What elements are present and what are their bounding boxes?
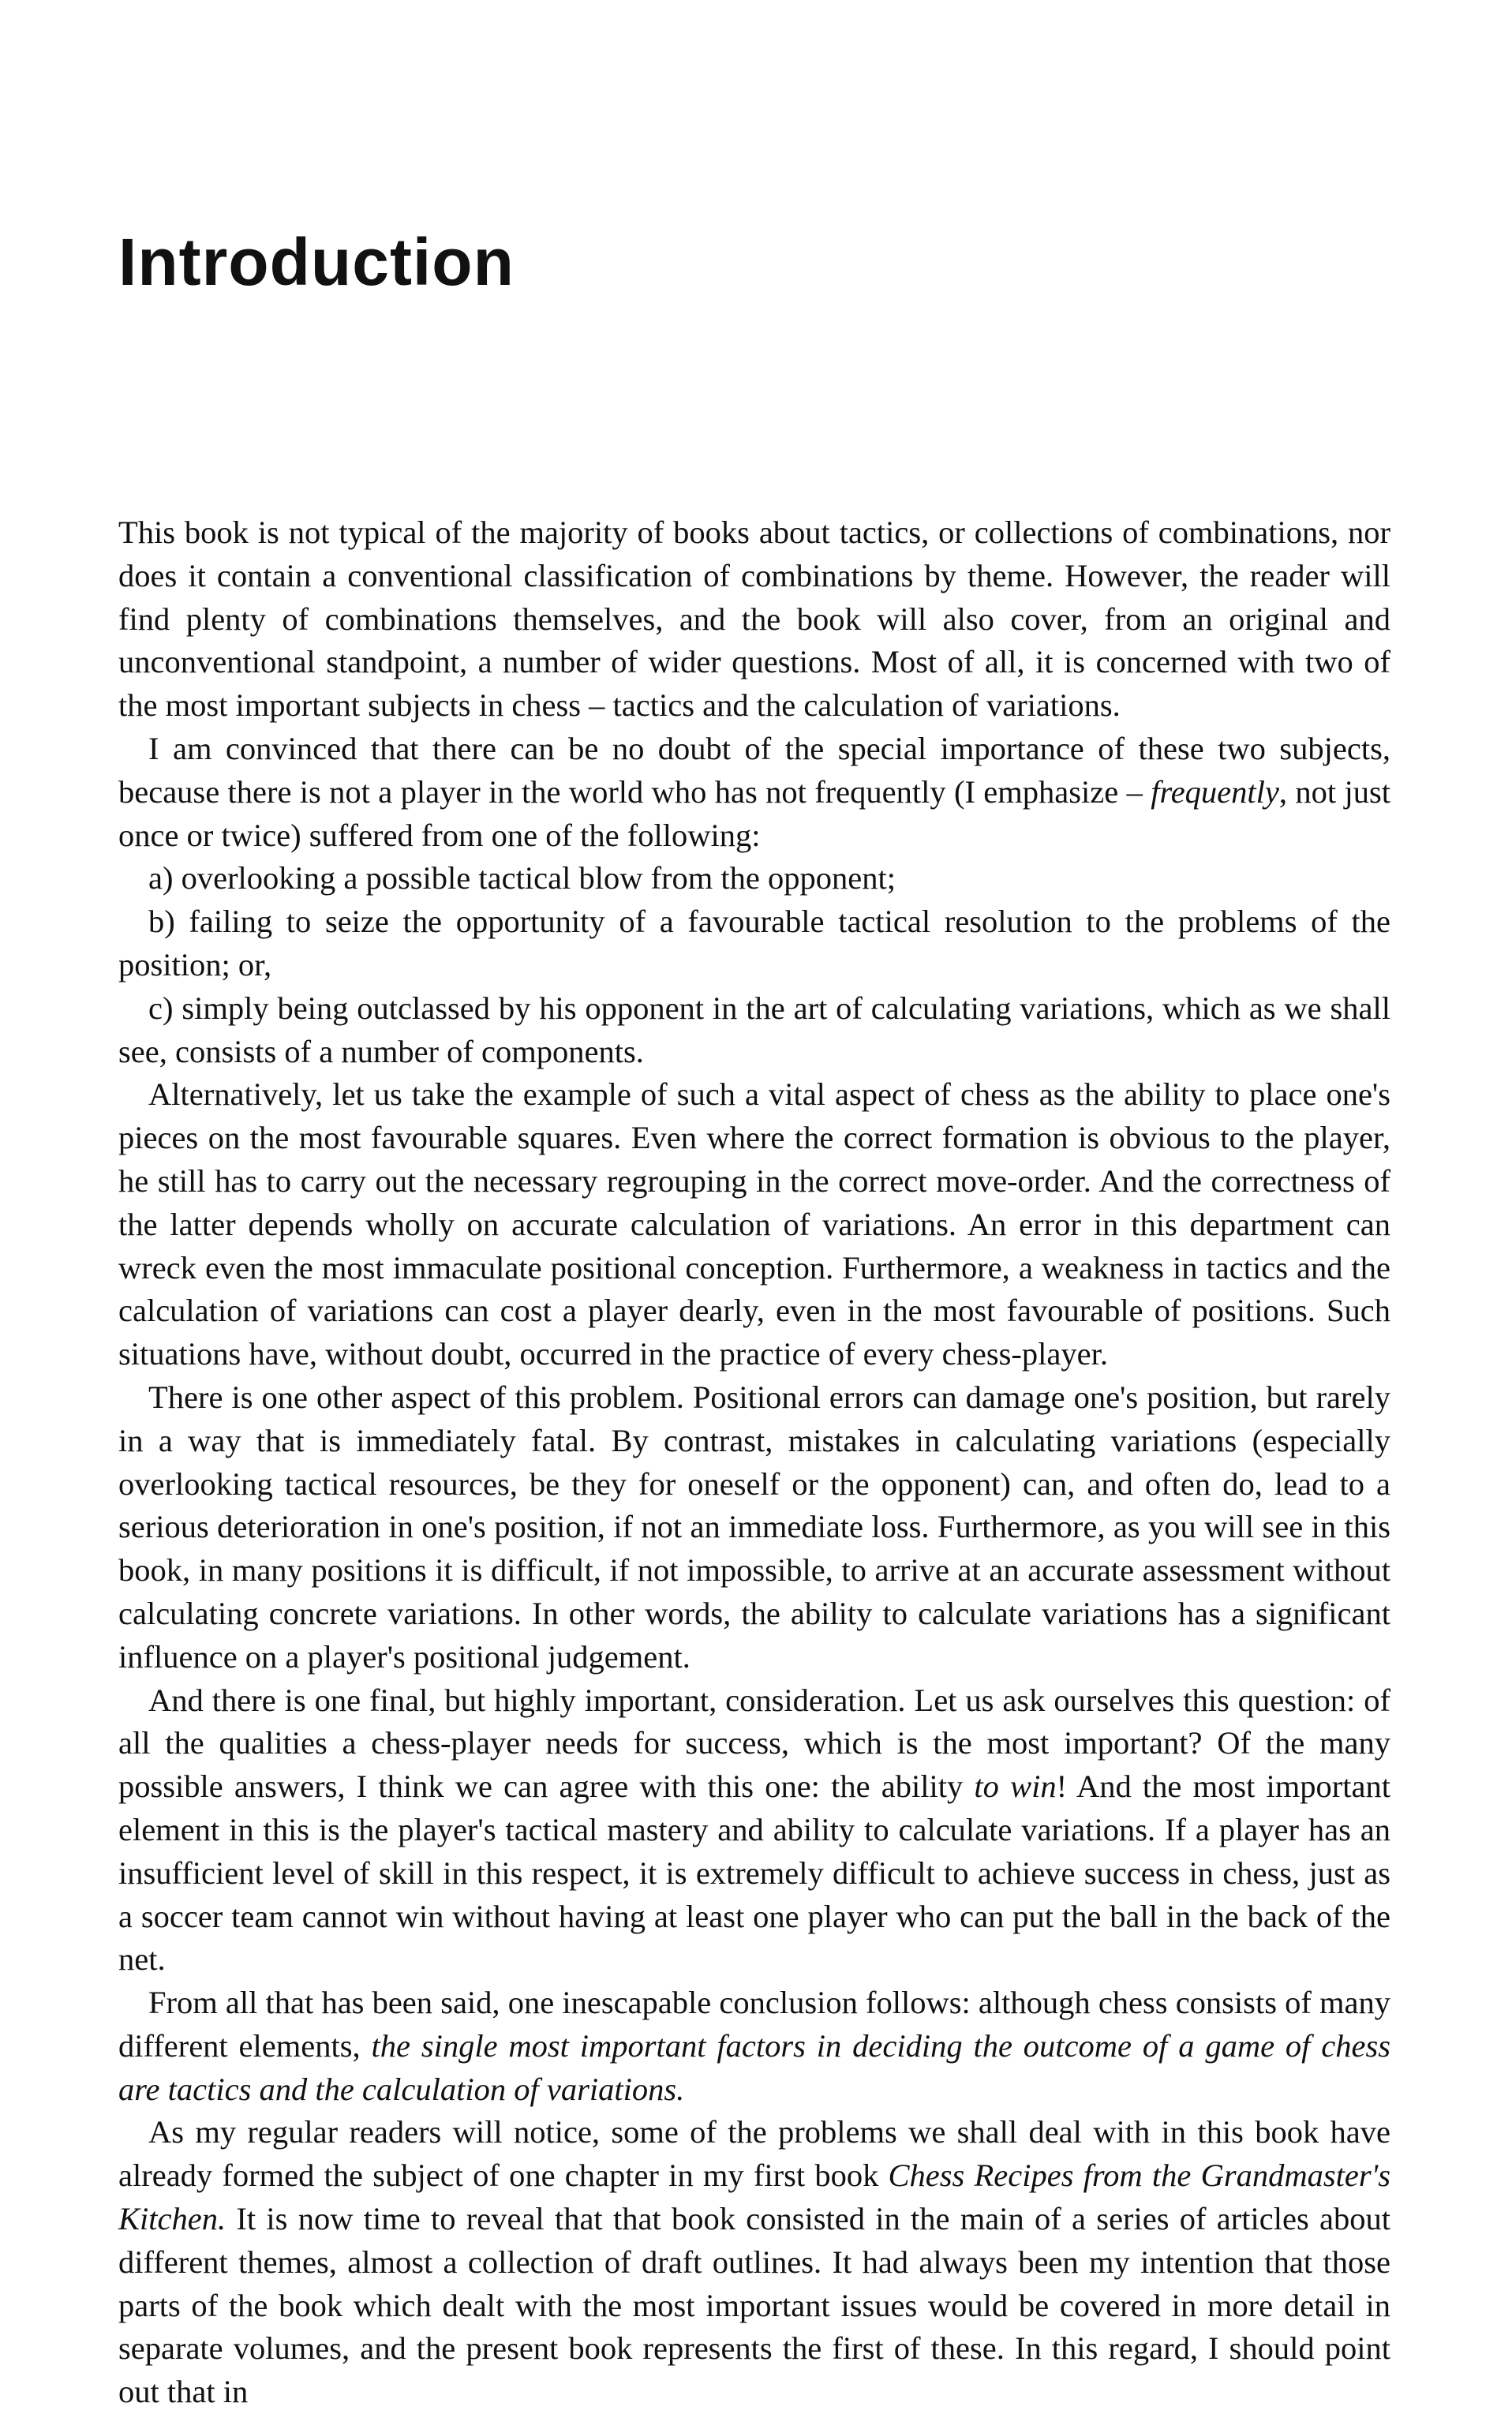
paragraph-2 bbox=[118, 728, 1390, 857]
list-item-b: b) failing to seize the opportunity of a favourable tactical resolution to the problems of the position; or, bbox=[118, 904, 1390, 982]
body-text bbox=[118, 511, 1390, 2414]
list-item-c: c) simply being outclassed by his opponent in the art of calculating variations, which as we shall see, consists of a number of components. bbox=[118, 990, 1390, 1069]
paragraph-6 bbox=[118, 1982, 1390, 2111]
paragraph-2-text-b: , not just once or twice) suffered from one of the following: bbox=[118, 773, 1390, 853]
paragraph-3: Alternatively, let us take the example of such a vital aspect of chess as the ability to place one's pieces on the most favourable squares. Even where the correct formation is obvious to the player, he still has to carry out the necessary regrouping in the correct move-order. And the correctness of the latter depends wholly on accurate calculation of variations. An error in this department can wreck even the most immaculate positional conception. Furthermore, a weakness in tactics and the calculation of variations can cost a player dearly, even in the most favourable of positions. Such situations have, without doubt, occurred in the practice of every chess-player. bbox=[118, 1076, 1390, 1372]
paragraph-5-emphasis: to win bbox=[974, 1768, 1057, 1805]
chapter-title: Introduction bbox=[118, 225, 515, 299]
paragraph-5-text-a: And there is one final, but highly important, consideration. Let us ask ourselves this question: of all the qualities a chess-player needs for success, which is the most important? Of the many possible answers, I think we can agree with this one: the ability bbox=[118, 1682, 1390, 1805]
paragraph-5-text-b: ! And the most important element in this is the player's tactical mastery and ability to calculate variations. If a player has an insufficient level of skill in this respect, it is extremely difficult to achieve success in chess, just as a soccer team cannot win without having at least one player who can put the ball in the back of the net. bbox=[118, 1768, 1390, 1978]
paragraph-7 bbox=[118, 2111, 1390, 2414]
paragraph-1: This book is not typical of the majority of books about tactics, or collections of combinations, nor does it contain a conventional classification of combinations by theme. However, the reader will find plenty of combinations themselves, and the book will also cover, from an original and unconventional standpoint, a number of wider questions. Most of all, it is concerned with two of the most important subjects in chess – tactics and the calculation of variations. bbox=[118, 515, 1390, 724]
list-item-a: a) overlooking a possible tactical blow from the opponent; bbox=[148, 860, 896, 896]
paragraph-6-emphasis: the single most important factors in deciding the outcome of a game of chess are tactics and the calculation of variations. bbox=[118, 2027, 1390, 2107]
paragraph-2-emphasis: frequently bbox=[1151, 773, 1279, 810]
paragraph-7-text-b: It is now time to reveal that that book consisted in the main of a series of articles about different themes, almost a collection of draft outlines. It had always been my intention that those parts of the book which dealt with the most important issues would be covered in more detail in separate volumes, and the present book represents the first of these. In this regard, I should point out that in bbox=[118, 2201, 1390, 2410]
paragraph-7-text-a: As my regular readers will notice, some of the problems we shall deal with in this book have already formed the subject of one chapter in my first book bbox=[118, 2114, 1390, 2194]
paragraph-2-text-a: I am convinced that there can be no doubt of the special importance of these two subjects, because there is not a player in the world who has not frequently (I emphasize – bbox=[118, 730, 1390, 810]
paragraph-5 bbox=[118, 1679, 1390, 1982]
paragraph-6-text-a: From all that has been said, one inescapable conclusion follows: although chess consists of many different elements, bbox=[118, 1985, 1390, 2064]
paragraph-4: There is one other aspect of this problem. Positional errors can damage one's position, but rarely in a way that is immediately fatal. By contrast, mistakes in calculating variations (especially overlooking tactical resources, be they for oneself or the opponent) can, and often do, lead to a serious deterioration in one's position, if not an immediate loss. Furthermore, as you will see in this book, in many positions it is difficult, if not impossible, to arrive at an accurate assessment without calculating concrete variations. In other words, the ability to calculate variations has a significant influence on a player's positional judgement. bbox=[118, 1379, 1390, 1675]
book-title-reference: Chess Recipes from the Grandmaster's Kitchen. bbox=[118, 2158, 1391, 2237]
